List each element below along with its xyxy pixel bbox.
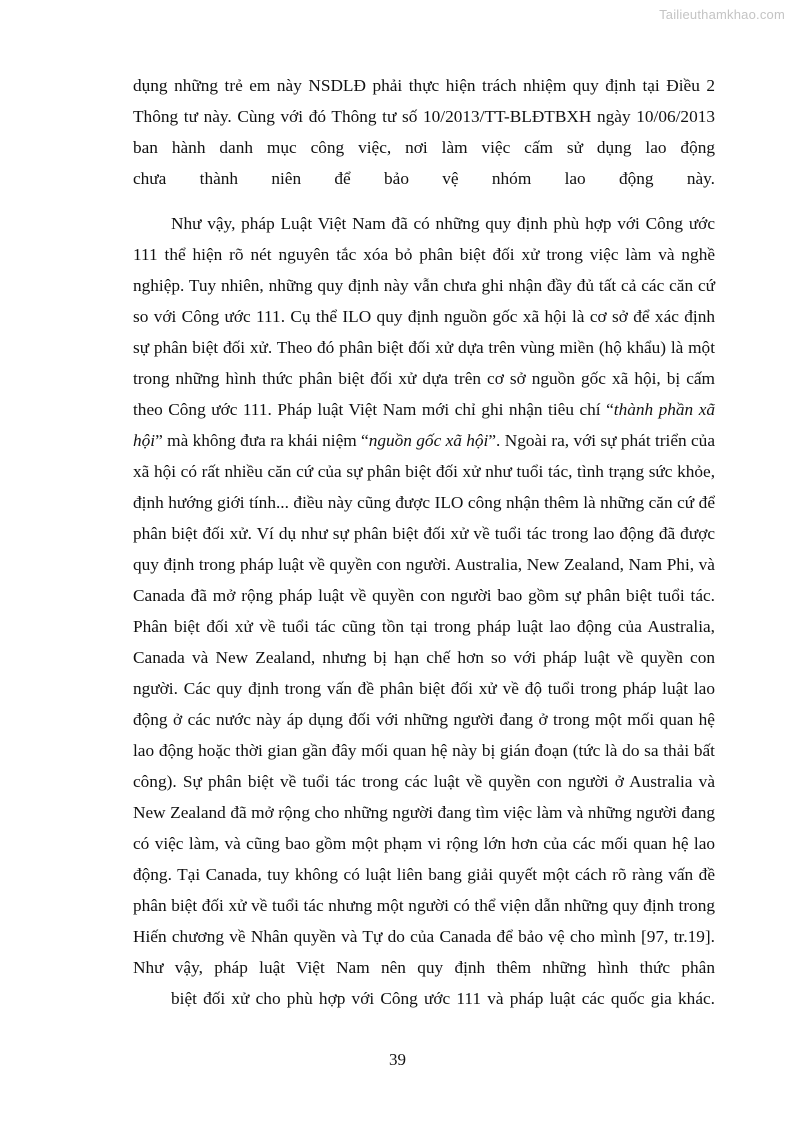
line: Tại Canada, tuy không có luật liên bang giải quyết một cách rõ ràng vấn đề phân [133,865,715,915]
line: dụng những trẻ em này NSDLĐ phải thực hiện trách nhiệm quy định tại Điều 2 [133,76,715,95]
document-body [133,70,715,1014]
line: Thông tư này. Cùng với đó Thông tư số 10/2013/TT-BLĐTBXH ngày [133,107,631,126]
line: Như vậy, pháp Luật Việt Nam đã có những quy định phù hợp với Công [171,214,684,233]
line: nhưng bị hạn chế hơn so với pháp luật về quyền con người. Các quy định trong [133,648,715,698]
line: gốc xã hội, bị cấm theo Công ước 111. Pháp luật Việt Nam mới chỉ ghi nhận [133,369,716,419]
line: 10/06/2013 ban hành danh mục công việc, nơi làm việc cấm sử dụng lao động [133,107,715,157]
line: biệt đối xử về tuổi tác trong lao động đã được quy định trong pháp luật về quyền [133,524,716,574]
text: tiêu chí “ [548,400,614,419]
line: cũng tồn tại trong pháp luật lao động của Australia, Canada và New Zealand, [133,617,716,667]
line: dụng đối với những người đang ở trong một mối quan hệ lao động hoặc thời [133,710,715,760]
line: vấn đề phân biệt đối xử về độ tuổi trong pháp luật lao động ở các nước này áp [133,679,715,729]
line: gian gần đây mối quan hệ này bị gián đoạn (tức là do sa thải bất công). Sự phân [133,741,715,791]
line: ước 111 thể hiện rõ nét nguyên tắc xóa bỏ phân biệt đối xử trong việc làm và [133,214,715,264]
paragraph-1 [133,70,715,194]
line: con người. Australia, New Zealand, Nam Phi, và Canada đã mở rộng pháp luật [133,555,715,605]
line: (hộ khẩu) là một trong những hình thức phân biệt đối xử dựa trên cơ sở nguồn [133,338,715,388]
text: ”. [488,431,501,450]
line: Ngoài ra, với sự phát triển của xã hội có rất nhiều căn cứ của sự phân biệt đối xử [133,431,715,481]
line: các căn cứ so với Công ước 111. Cụ thể ILO quy định nguồn gốc xã hội là cơ sở [133,276,715,326]
line: đã mở rộng cho những người đang tìm việc làm và những người đang có việc [133,803,715,853]
line: nghề nghiệp. Tuy nhiên, những quy định này vẫn chưa ghi nhận đầy đủ tất cả [133,245,715,295]
text: ” mà không đưa ra khái niệm “ [155,431,369,450]
line: về quyền con người bao gồm sự phân biệt tuổi tác. Phân biệt đối xử về tuổi tác [133,586,715,636]
line: ILO công nhận thêm là những căn cứ để phân biệt đối xử. Ví dụ như sự phân [133,493,715,543]
line: như tuổi tác, tình trạng sức khỏe, định hướng giới tính... điều này cũng được [133,462,716,512]
line: làm, và cũng bao gồm một phạm vi rộng lớn hơn của các mối quan hệ lao động. [133,834,716,884]
line: Hiến chương về Nhân quyền và Tự do của Canada để bảo vệ cho mình [97, [133,927,669,946]
watermark: Tailieuthamkhao.com [659,7,785,22]
line: để xác định sự phân biệt đối xử. Theo đó phân biệt đối xử dựa trên vùng miền [133,307,716,357]
line: tr.19]. Như vậy, pháp luật Việt Nam nên quy định thêm những hình thức phân [133,927,715,977]
line: biệt đối xử cho phù hợp với Công ước 111 và pháp luật các quốc gia khác. [171,989,715,1008]
line: chưa thành niên để bảo vệ nhóm lao động này. [133,169,715,188]
page-number: 39 [389,1050,406,1069]
italic-term: nguồn gốc xã hội [368,431,489,450]
line: biệt đối xử về tuổi tác nhưng một người có thể viện dẫn những quy định trong [171,896,715,915]
paragraph-2 [133,208,715,1014]
line: biệt về tuổi tác trong các luật về quyền con người ở Australia và New Zealand [133,772,715,822]
italic-term: thành phần xã hội [133,400,716,450]
